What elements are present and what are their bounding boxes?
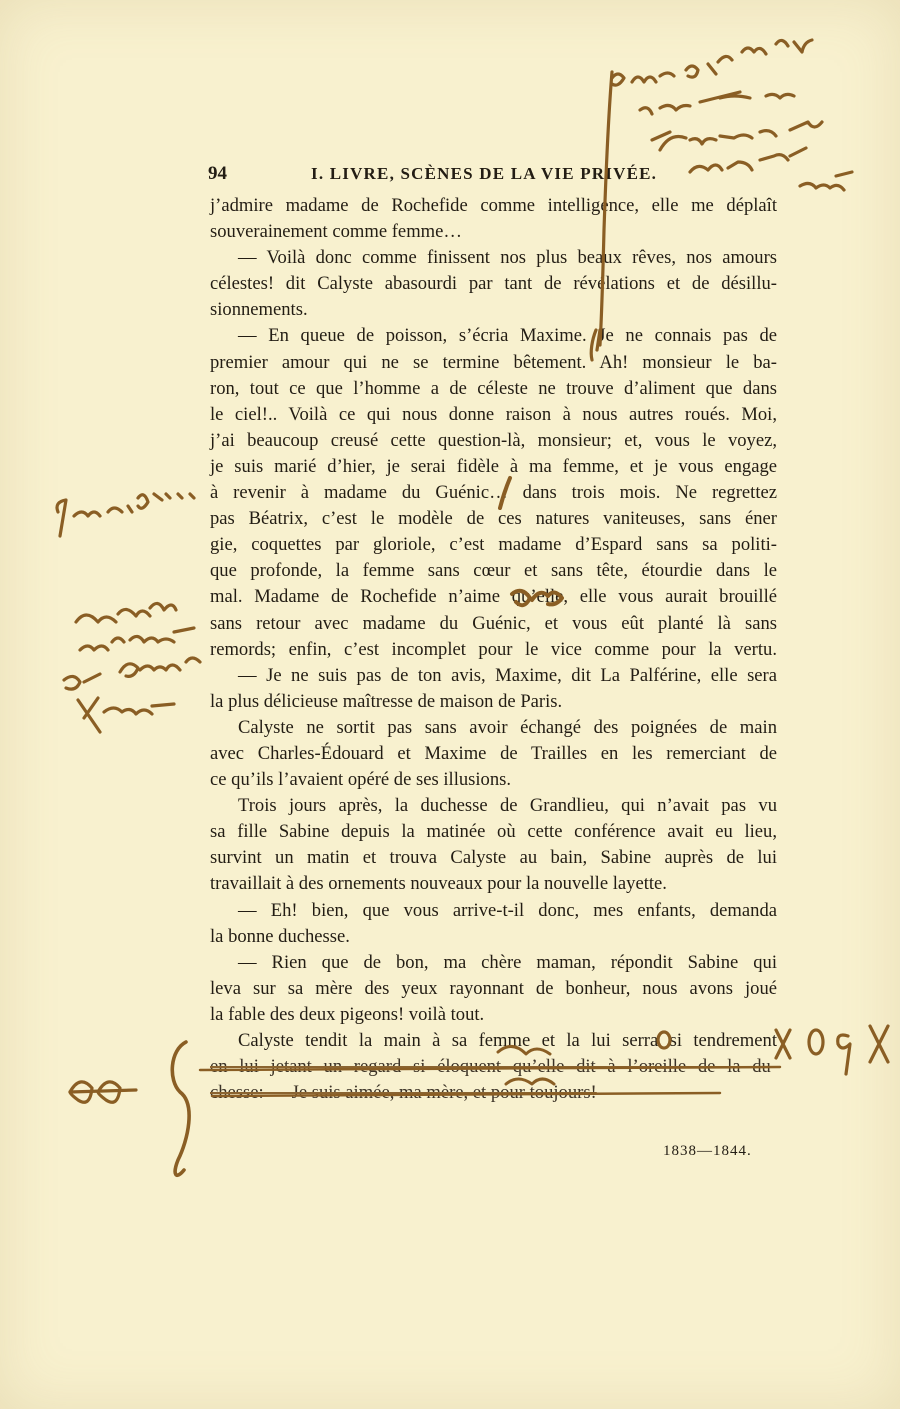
text-line: j’ai beaucoup creusé cette question-là, monsieur; et, vous le voyez,	[210, 429, 777, 451]
text-line: gie, coquettes par gloriole, c’est madame d’Espard sans sa politi-	[210, 534, 777, 556]
strike-scribble-mid	[498, 1046, 554, 1084]
text-line: que profonde, la femme sans cœur et sans tête, étourdie dans le	[210, 560, 777, 582]
note-top-right-line3	[652, 122, 822, 150]
text-line: la bonne duchesse.	[210, 925, 350, 947]
text-line: travaillait à des ornements nouveaux pour la nouvelle layette.	[210, 873, 667, 895]
margin-note-bottom-hook	[172, 1042, 189, 1175]
text-line: — Je ne suis pas de ton avis, Maxime, dit La Palférine, elle sera	[238, 664, 777, 686]
text-line: la plus délicieuse maîtresse de maison de Paris.	[210, 690, 563, 712]
text-line: souverainement comme femme…	[210, 221, 462, 243]
margin-note-left-2b	[80, 628, 194, 650]
struck-text-line: chesse: — Je suis aimée, ma mère, et pour toujours!	[210, 1082, 597, 1104]
text-line: — En queue de poisson, s’écria Maxime. Je ne connais pas de	[238, 325, 777, 347]
text-line: avec Charles-Édouard et Maxime de Trailles en les remerciant de	[210, 742, 777, 764]
text-line: ron, tout ce que l’homme a de céleste ne trouve d’aliment que dans	[210, 377, 777, 399]
strike-line-2	[212, 1093, 720, 1096]
text-line: leva sur sa mère des yeux rayonnant de bonheur, nous avons joué	[210, 977, 777, 999]
strike-line-1	[200, 1067, 780, 1070]
note-top-right-line1	[612, 40, 812, 85]
right-note-0	[809, 1030, 823, 1054]
margin-note-left-1	[57, 494, 194, 536]
struck-text-line: en lui jetant un regard si éloquent qu’elle dit à l’oreille de la du-	[210, 1056, 777, 1078]
page-number: 94	[208, 163, 227, 184]
text-line: Calyste tendit la main à sa femme et la lui serra si tendrement	[238, 1030, 777, 1051]
insertion-caret-guenic	[500, 478, 510, 508]
text-line: la fable des deux pigeons! voilà tout.	[210, 1003, 485, 1025]
text-line: mal. Madame de Rochefide n’aime qu’elle, elle vous aurait brouillé	[210, 586, 777, 608]
right-note-x1	[776, 1030, 790, 1058]
insertion-guide-line	[600, 72, 612, 345]
note-top-right-line2	[640, 92, 794, 114]
text-line: pas Béatrix, c’est le modèle de ces natures vaniteuses, sans éner	[210, 508, 777, 530]
text-line: sa fille Sabine depuis la matinée où cette conférence avait eu lieu,	[210, 821, 777, 843]
text-line: — Rien que de bon, ma chère maman, répondit Sabine qui	[238, 951, 777, 973]
inline-scribble-quelle	[512, 591, 562, 605]
text-line: — Eh! bien, que vous arrive-t-il donc, mes enfants, demanda	[238, 899, 777, 921]
text-line: sionnements.	[210, 299, 308, 321]
text-line: remords; enfin, c’est incomplet pour le vice comme pour la vertu.	[210, 638, 777, 660]
margin-note-left-2c	[64, 658, 200, 689]
dateline: 1838—1844.	[663, 1143, 752, 1159]
text-line: premier amour qui ne se termine bêtement. Ah! monsieur le ba-	[210, 351, 777, 373]
text-line: Calyste ne sortit pas sans avoir échangé des poignées de main	[238, 716, 777, 738]
insertion-caret-maxime	[591, 330, 596, 360]
text-line: Trois jours après, la duchesse de Grandlieu, qui n’avait pas vu	[238, 795, 777, 817]
text-line: survint un matin et trouva Calyste au bain, Sabine auprès de lui	[210, 847, 777, 869]
note-top-right-line4	[690, 148, 852, 190]
text-line: ce qu’ils l’avaient opéré de ses illusions.	[210, 769, 512, 791]
text-line: sans retour avec madame du Guénic, et vous eût planté là sans	[210, 612, 777, 634]
text-line: à revenir à madame du Guénic… dans trois mois. Ne regrettez	[210, 482, 777, 504]
inline-circle-si	[658, 1032, 670, 1048]
margin-note-left-2d	[78, 698, 174, 732]
running-title: I. LIVRE, SCÈNES DE LA VIE PRIVÉE.	[311, 164, 658, 183]
right-note-x2	[870, 1026, 888, 1062]
text-line: célestes! dit Calyste abasourdi par tant de révélations et de désillu-	[210, 273, 777, 295]
text-line: — Voilà donc comme finissent nos plus beaux rêves, nos amours	[238, 247, 777, 269]
text-line: le ciel!.. Voilà ce qui nous donne raison à nous autres roués. Moi,	[210, 403, 777, 425]
margin-note-left-2a	[76, 603, 176, 622]
right-note-9	[838, 1035, 850, 1074]
text-line: j’admire madame de Rochefide comme intelligence, elle me déplaît	[210, 195, 777, 216]
text-line: je suis marié d’hier, je serai fidèle à ma femme, et je vous engage	[210, 455, 777, 477]
